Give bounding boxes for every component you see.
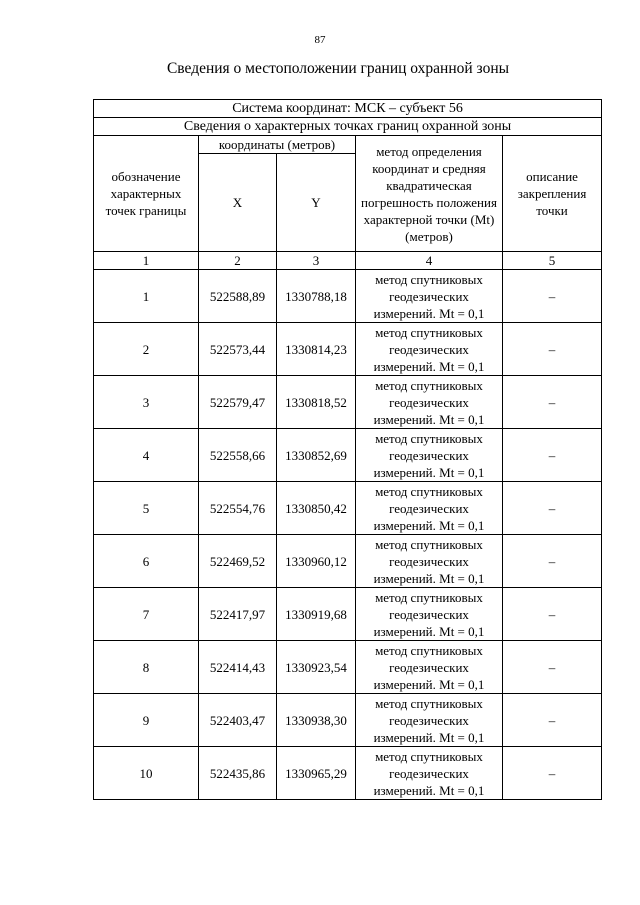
section-row [94, 118, 602, 136]
cell-y: 1330852,69 [277, 429, 356, 482]
cell-x: 522579,47 [199, 376, 277, 429]
cell-point: 9 [94, 694, 199, 747]
table-row [94, 694, 602, 747]
table-row [94, 535, 602, 588]
cell-method: метод спутниковых геодезических измерений. Mt = 0,1 [356, 270, 503, 323]
cell-y: 1330923,54 [277, 641, 356, 694]
table-row [94, 323, 602, 376]
cell-method: метод спутниковых геодезических измерений. Mt = 0,1 [356, 429, 503, 482]
table-row [94, 747, 602, 800]
cell-point: 10 [94, 747, 199, 800]
column-number: 3 [277, 252, 356, 270]
cell-fixing: – [503, 588, 602, 641]
column-number: 4 [356, 252, 503, 270]
cell-method: метод спутниковых геодезических измерений. Mt = 0,1 [356, 747, 503, 800]
cell-y: 1330960,12 [277, 535, 356, 588]
cell-point: 3 [94, 376, 199, 429]
cell-method: метод спутниковых геодезических измерений. Mt = 0,1 [356, 323, 503, 376]
column-number: 5 [503, 252, 602, 270]
cell-fixing: – [503, 535, 602, 588]
column-number: 1 [94, 252, 199, 270]
header-row [94, 136, 602, 154]
header-method: метод определения координат и средняя квадратическая погрешность положения характерной точки (Mt) (метров) [356, 136, 503, 252]
cell-point: 8 [94, 641, 199, 694]
cell-method: метод спутниковых геодезических измерений. Mt = 0,1 [356, 588, 503, 641]
header-point-designation: обозначение характерных точек границы [94, 136, 199, 252]
column-number: 2 [199, 252, 277, 270]
cell-y: 1330938,30 [277, 694, 356, 747]
header-y: Y [277, 154, 356, 252]
cell-x: 522469,52 [199, 535, 277, 588]
cell-method: метод спутниковых геодезических измерений. Mt = 0,1 [356, 535, 503, 588]
coordinate-system-label: Система координат: МСК – субъект 56 [94, 100, 602, 118]
cell-y: 1330919,68 [277, 588, 356, 641]
coordinate-system-row [94, 100, 602, 118]
cell-point: 1 [94, 270, 199, 323]
cell-point: 6 [94, 535, 199, 588]
table-row [94, 482, 602, 535]
cell-fixing: – [503, 482, 602, 535]
cell-fixing: – [503, 694, 602, 747]
column-numbers-row [94, 252, 602, 270]
cell-method: метод спутниковых геодезических измерений. Mt = 0,1 [356, 641, 503, 694]
header-coordinates: координаты (метров) [199, 136, 356, 154]
table-row [94, 641, 602, 694]
cell-y: 1330814,23 [277, 323, 356, 376]
page-title: Сведения о местоположении границ охранной зоны [166, 60, 510, 77]
cell-fixing: – [503, 747, 602, 800]
cell-y: 1330965,29 [277, 747, 356, 800]
table-row [94, 588, 602, 641]
cell-method: метод спутниковых геодезических измерений. Mt = 0,1 [356, 376, 503, 429]
cell-method: метод спутниковых геодезических измерений. Mt = 0,1 [356, 482, 503, 535]
coordinates-table [93, 99, 602, 800]
cell-x: 522558,66 [199, 429, 277, 482]
table-row [94, 270, 602, 323]
cell-fixing: – [503, 376, 602, 429]
table-row [94, 376, 602, 429]
table-row [94, 429, 602, 482]
cell-y: 1330850,42 [277, 482, 356, 535]
cell-fixing: – [503, 641, 602, 694]
cell-x: 522573,44 [199, 323, 277, 376]
page-number: 87 [314, 34, 326, 46]
cell-x: 522554,76 [199, 482, 277, 535]
section-label: Сведения о характерных точках границ охранной зоны [94, 118, 602, 136]
cell-point: 5 [94, 482, 199, 535]
header-x: X [199, 154, 277, 252]
cell-fixing: – [503, 429, 602, 482]
cell-point: 7 [94, 588, 199, 641]
cell-x: 522417,97 [199, 588, 277, 641]
cell-method: метод спутниковых геодезических измерений. Mt = 0,1 [356, 694, 503, 747]
cell-x: 522588,89 [199, 270, 277, 323]
cell-point: 2 [94, 323, 199, 376]
cell-x: 522414,43 [199, 641, 277, 694]
cell-fixing: – [503, 323, 602, 376]
cell-fixing: – [503, 270, 602, 323]
cell-point: 4 [94, 429, 199, 482]
cell-x: 522403,47 [199, 694, 277, 747]
header-fixing: описание закрепления точки [503, 136, 602, 252]
cell-y: 1330818,52 [277, 376, 356, 429]
cell-y: 1330788,18 [277, 270, 356, 323]
cell-x: 522435,86 [199, 747, 277, 800]
